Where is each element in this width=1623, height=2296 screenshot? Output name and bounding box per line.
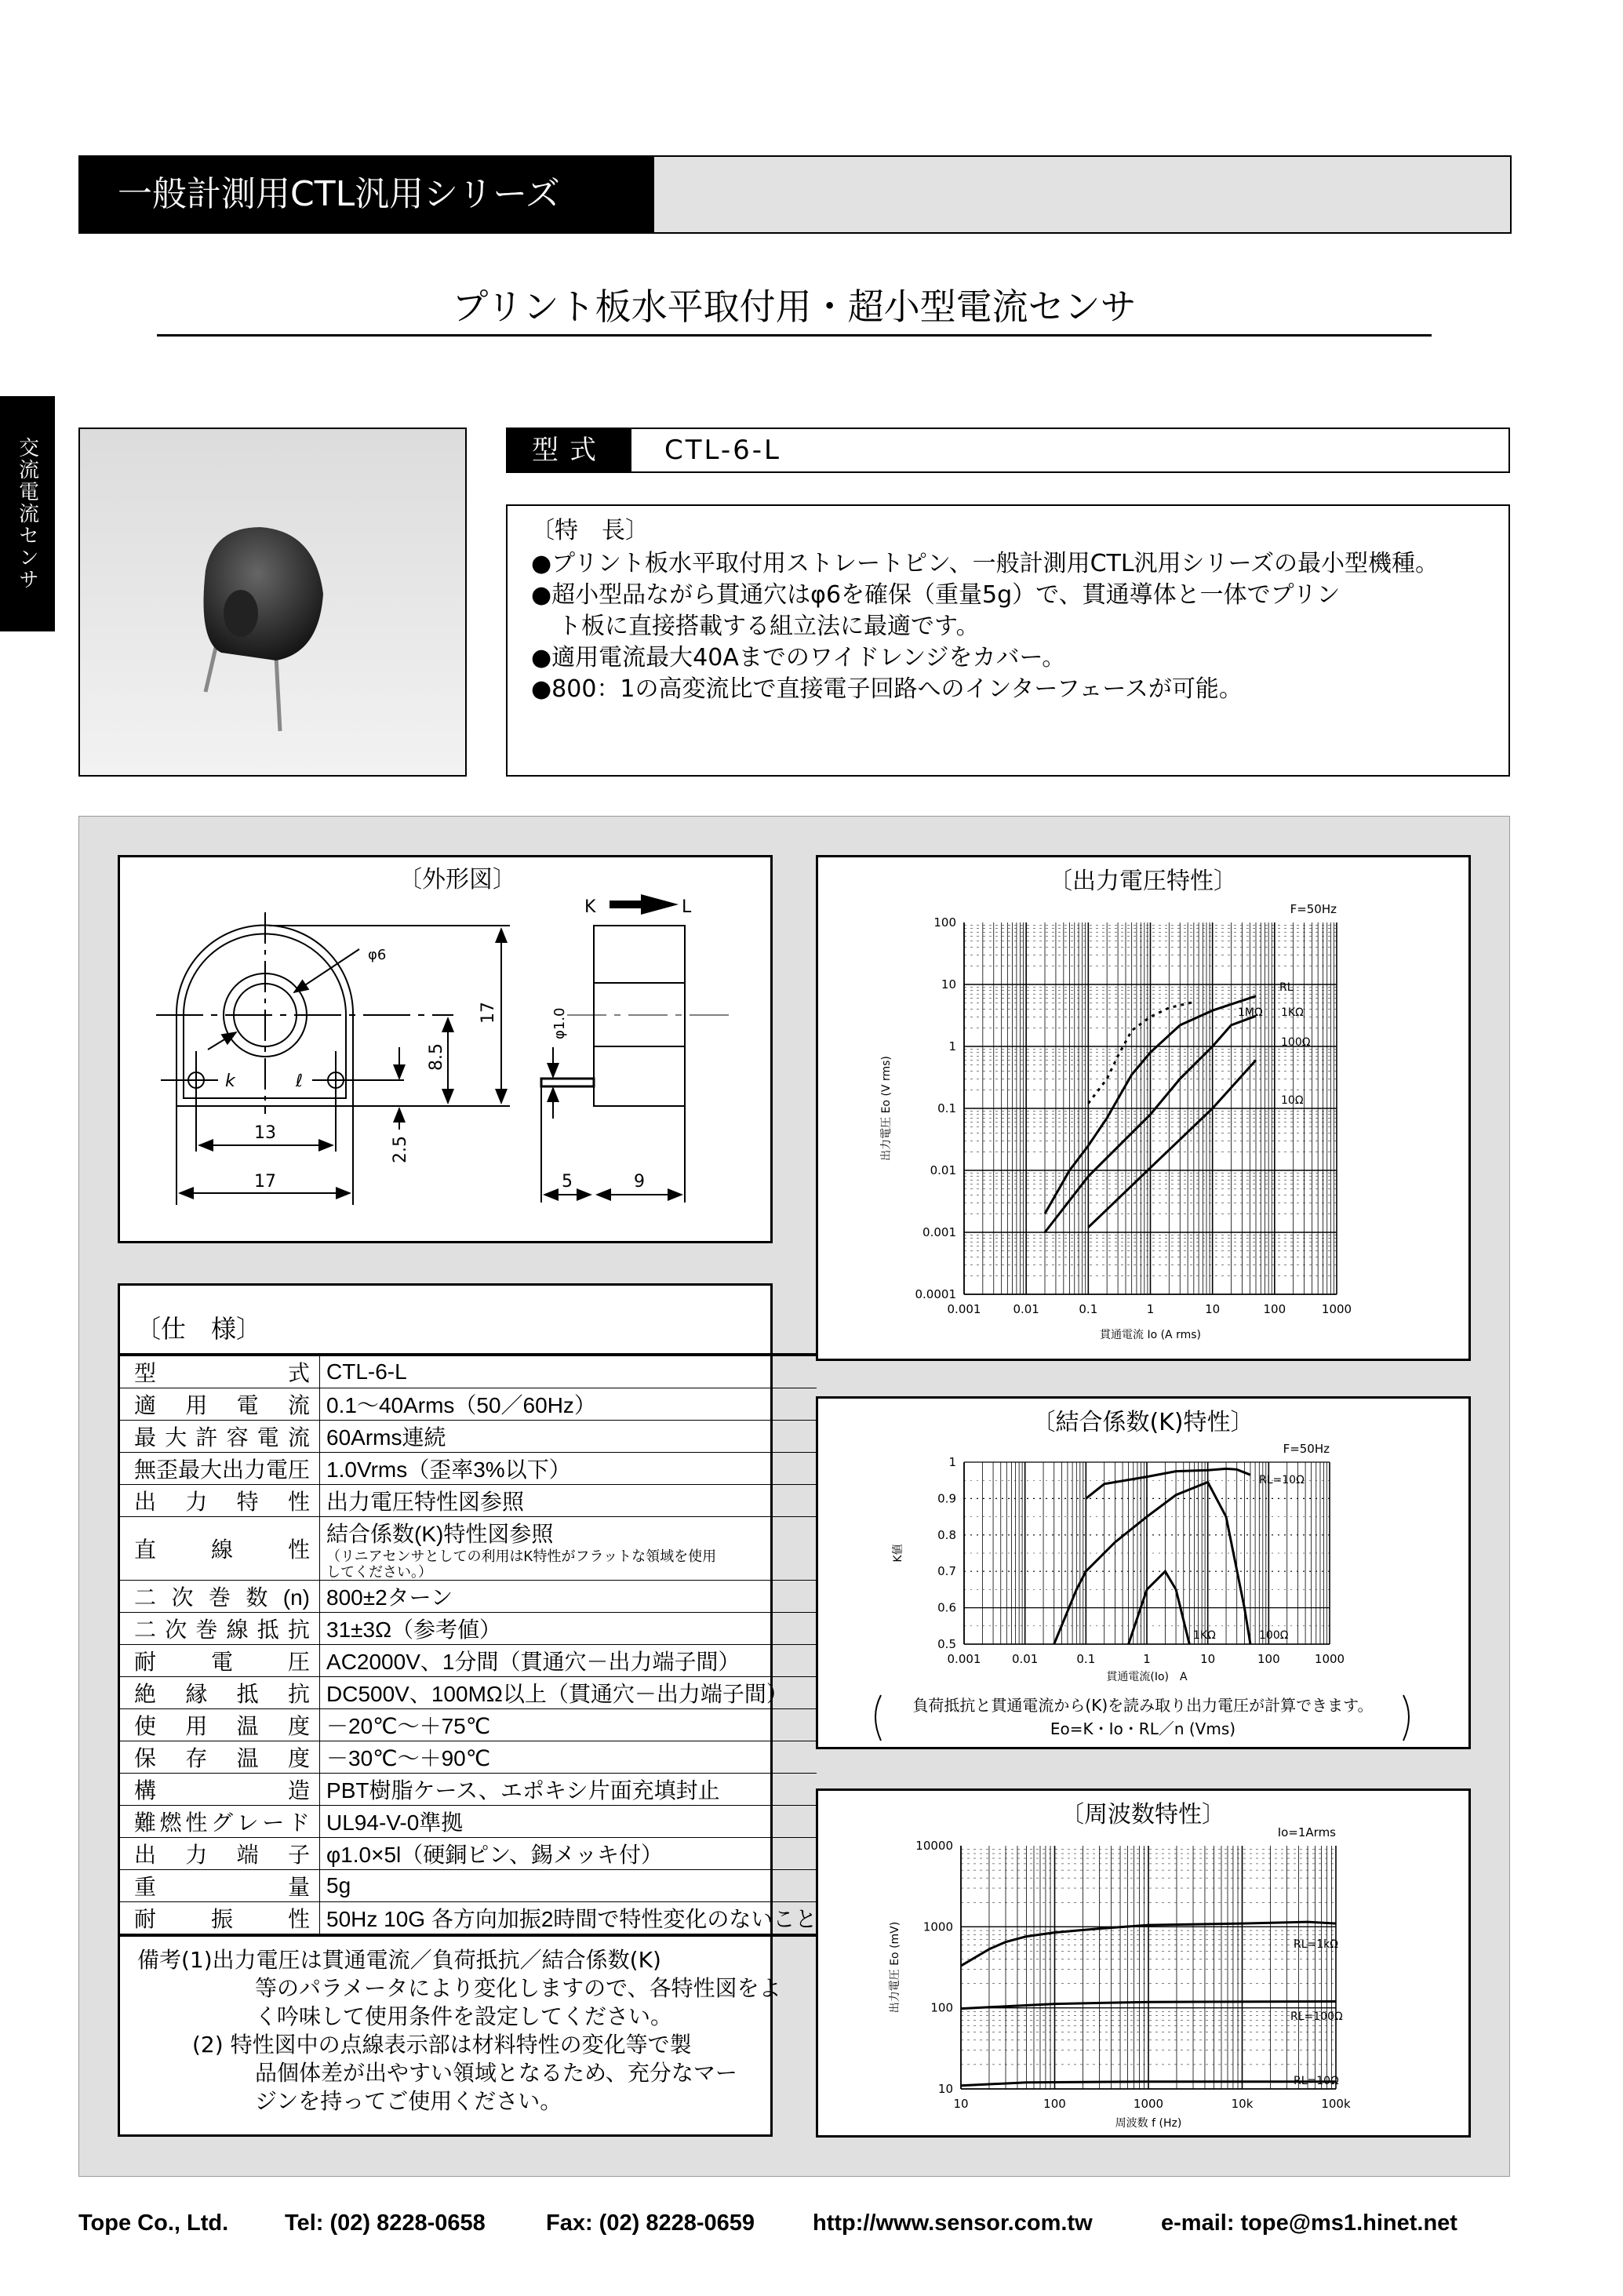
series-title: 一般計測用CTL汎用シリーズ bbox=[80, 157, 654, 232]
bracket-left bbox=[875, 1695, 881, 1741]
series-label: RL=100Ω bbox=[1290, 2010, 1343, 2023]
y-axis-label: 出力電圧 Eo (mV) bbox=[889, 1921, 901, 2014]
y-tick-label: 1000 bbox=[922, 1919, 953, 1934]
y-tick-label: 10 bbox=[941, 977, 956, 992]
y-axis-label: 出力電圧 Eo (V rms) bbox=[880, 1056, 893, 1161]
x-tick-label: 0.1 bbox=[1079, 1302, 1098, 1316]
remarks bbox=[137, 1946, 781, 2116]
x-tick-label: 10 bbox=[953, 2097, 969, 2111]
spec-row bbox=[120, 1355, 817, 1388]
feature-item: ●超小型品ながら貫通穴はφ6を確保（重量5g）で、貫通導体と一体でプリン bbox=[531, 581, 1341, 609]
spec-row bbox=[120, 1741, 817, 1774]
x-tick-label: 1000 bbox=[1133, 2097, 1164, 2111]
subtitle-underline bbox=[157, 334, 1432, 337]
spec-value: 31±3Ω（参考値） bbox=[320, 1613, 817, 1645]
spec-row bbox=[120, 1485, 817, 1517]
model-label: 型式 bbox=[508, 429, 631, 471]
product-photo bbox=[78, 428, 467, 777]
spec-value: －30℃～＋90℃ bbox=[320, 1741, 817, 1774]
x-tick-label: 100 bbox=[1043, 2097, 1066, 2111]
remark-line: ジンを持ってご使用ください。 bbox=[255, 2088, 562, 2114]
spec-table bbox=[120, 1353, 817, 1937]
series-label: 1KΩ bbox=[1281, 1006, 1304, 1019]
y-tick-label: 10000 bbox=[915, 1839, 953, 1853]
x-tick-label: 10 bbox=[1200, 1652, 1216, 1666]
spec-value-main: 結合係数(K)特性図参照 bbox=[326, 1522, 554, 1546]
spec-row bbox=[120, 1421, 817, 1453]
pin-l-label: ℓ bbox=[296, 1072, 304, 1091]
spec-value: 50Hz 10G 各方向加振2時間で特性変化のないこと bbox=[320, 1902, 817, 1936]
spec-value: －20℃～＋75℃ bbox=[320, 1709, 817, 1741]
y-tick-label: 100 bbox=[930, 2000, 953, 2015]
dim-pin: φ1.0 bbox=[551, 1007, 568, 1039]
x-tick-label: 0.01 bbox=[1013, 1302, 1039, 1316]
frequency-chart-box bbox=[816, 1788, 1471, 2138]
feature-item-continued: ト板に直接搭載する組立法に最適です。 bbox=[558, 613, 980, 640]
model-value: CTL-6-L bbox=[664, 435, 781, 466]
k-factor-chart-box bbox=[816, 1396, 1471, 1749]
spec-title: 〔仕 様〕 bbox=[136, 1314, 262, 1344]
x-tick-label: 10 bbox=[1205, 1302, 1221, 1316]
dim-depth: 9 bbox=[634, 1172, 645, 1192]
y-tick-label: 0.001 bbox=[922, 1225, 956, 1239]
dim-width: 17 bbox=[254, 1172, 276, 1192]
spec-label: 使用温度 bbox=[120, 1709, 320, 1741]
spec-row bbox=[120, 1645, 817, 1677]
chart-footnote: 負荷抵抗と貫通電流から(K)を読み取り出力電圧が計算できます。 bbox=[912, 1696, 1374, 1715]
series-label: RL=10Ω bbox=[1294, 2075, 1339, 2087]
x-tick-label: 0.01 bbox=[1011, 1652, 1039, 1666]
spec-row bbox=[120, 1581, 817, 1613]
spec-label: 直線性 bbox=[120, 1517, 320, 1581]
chart-condition-note: Io=1Arms bbox=[1277, 1825, 1336, 1839]
spec-value: φ1.0×5l（硬銅ピン、錫メッキ付） bbox=[320, 1838, 817, 1870]
spec-value bbox=[320, 1517, 817, 1581]
feature-item: ●適用電流最大40Aまでのワイドレンジをカバー。 bbox=[531, 644, 1066, 671]
outline-drawing-box bbox=[118, 855, 773, 1243]
features-title: 〔特 長〕 bbox=[531, 517, 649, 544]
x-tick-label: 0.001 bbox=[947, 1652, 981, 1666]
remark-line: (2) 特性図中の点線表示部は材料特性の変化等で製 bbox=[192, 2032, 692, 2058]
spec-value: PBT樹脂ケース、エポキシ片面充填封止 bbox=[320, 1774, 817, 1806]
series-label: RL=1kΩ bbox=[1294, 1938, 1338, 1951]
y-tick-label: 10 bbox=[937, 2082, 953, 2096]
dim-center: 8.5 bbox=[427, 1043, 446, 1071]
features-box bbox=[506, 504, 1510, 777]
specification-box bbox=[118, 1283, 817, 2137]
spec-label: 出力特性 bbox=[120, 1485, 320, 1517]
x-tick-label: 1 bbox=[1146, 1302, 1155, 1316]
series-header bbox=[78, 155, 1512, 234]
chart-condition-note: F=50Hz bbox=[1283, 1442, 1330, 1456]
spec-row bbox=[120, 1806, 817, 1838]
x-axis-label: 貫通電流 Io (A rms) bbox=[1100, 1329, 1201, 1341]
dim-pin-offset: 2.5 bbox=[391, 1136, 410, 1163]
x-tick-label: 100k bbox=[1321, 2097, 1351, 2111]
x-tick-label: 100 bbox=[1263, 1302, 1286, 1316]
x-tick-label: 100 bbox=[1257, 1652, 1280, 1666]
spec-label: 重量 bbox=[120, 1870, 320, 1902]
series-label: 1MΩ bbox=[1238, 1006, 1263, 1019]
y-tick-label: 0.5 bbox=[937, 1637, 956, 1651]
k-terminal-label: K bbox=[584, 897, 596, 917]
y-tick-label: 0.9 bbox=[937, 1491, 956, 1506]
bracket-right bbox=[1403, 1695, 1409, 1741]
output-voltage-chart-box bbox=[816, 855, 1471, 1361]
series-line bbox=[1088, 1061, 1256, 1228]
series-label: 100Ω bbox=[1281, 1036, 1311, 1049]
spec-label: 二次巻線抵抗 bbox=[120, 1613, 320, 1645]
output-voltage-chart bbox=[818, 857, 1468, 1359]
spec-row bbox=[120, 1838, 817, 1870]
x-tick-label: 0.1 bbox=[1076, 1652, 1096, 1666]
x-tick-label: 1 bbox=[1143, 1652, 1151, 1666]
series-line bbox=[1054, 1483, 1250, 1645]
direction-arrow-icon bbox=[610, 894, 679, 915]
spec-value-note: （リニアセンサとしての利用はK特性がフラットな領域を使用 bbox=[326, 1548, 717, 1564]
remark-line: 品個体差が出やすい領域となるため、充分なマー bbox=[255, 2060, 737, 2086]
spec-label: 型式 bbox=[120, 1355, 320, 1388]
chart-title: 〔周波数特性〕 bbox=[1061, 1801, 1225, 1828]
x-tick-label: 10k bbox=[1231, 2097, 1254, 2111]
spec-label: 構造 bbox=[120, 1774, 320, 1806]
x-axis-label: 貫通電流(Io) A bbox=[1106, 1671, 1188, 1683]
spec-row bbox=[120, 1677, 817, 1709]
frequency-chart bbox=[818, 1791, 1468, 2135]
dim-height: 17 bbox=[479, 1002, 498, 1024]
series-label: 100Ω bbox=[1259, 1629, 1289, 1642]
spec-row bbox=[120, 1453, 817, 1485]
spec-label: 絶縁抵抗 bbox=[120, 1677, 320, 1709]
x-axis-label: 周波数 f (Hz) bbox=[1115, 2117, 1182, 2130]
spec-value: 1.0Vrms（歪率3%以下） bbox=[320, 1453, 817, 1485]
spec-value-note: してください。） bbox=[326, 1564, 433, 1580]
remark-line: く吟味して使用条件を設定してください。 bbox=[255, 2003, 673, 2029]
spec-row bbox=[120, 1709, 817, 1741]
telephone: Tel: (02) 8228-0658 bbox=[285, 2210, 486, 2236]
spec-value: AC2000V、1分間（貫通穴－出力端子間） bbox=[320, 1645, 817, 1677]
spec-value: UL94-V-0準拠 bbox=[320, 1806, 817, 1838]
spec-label: 難燃性グレード bbox=[120, 1806, 320, 1838]
sensor-image bbox=[80, 429, 465, 775]
spec-value: CTL-6-L bbox=[320, 1355, 817, 1388]
spec-label: 出力端子 bbox=[120, 1838, 320, 1870]
y-axis-label: K値 bbox=[892, 1544, 904, 1563]
y-tick-label: 100 bbox=[933, 915, 956, 930]
spec-label: 二次巻数(n) bbox=[120, 1581, 320, 1613]
spec-label: 最大許容電流 bbox=[120, 1421, 320, 1453]
series-label: RL=10Ω bbox=[1259, 1474, 1305, 1486]
y-tick-label: 0.1 bbox=[937, 1101, 956, 1115]
spec-label: 耐電圧 bbox=[120, 1645, 320, 1677]
outline-drawing bbox=[120, 857, 770, 1241]
remark-line: 等のパラメータにより変化しますので、各特性図をよ bbox=[255, 1975, 781, 2001]
spec-value: DC500V、100MΩ以上（貫通穴－出力端子間） bbox=[320, 1677, 817, 1709]
k-factor-chart bbox=[818, 1399, 1468, 1747]
spec-label: 適用電流 bbox=[120, 1388, 320, 1421]
model-box bbox=[506, 428, 1510, 473]
side-category-tab: 交流電流センサ bbox=[0, 396, 55, 631]
l-terminal-label: L bbox=[682, 897, 692, 917]
y-tick-label: 0.01 bbox=[930, 1163, 956, 1177]
spec-label: 耐振性 bbox=[120, 1902, 320, 1936]
feature-item: ●800：1の高変流比で直接電子回路へのインターフェースが可能。 bbox=[531, 675, 1243, 703]
website-link[interactable]: http://www.sensor.com.tw bbox=[813, 2210, 1093, 2236]
y-tick-label: 0.0001 bbox=[915, 1287, 956, 1301]
spec-row bbox=[120, 1517, 817, 1581]
fax: Fax: (02) 8228-0659 bbox=[546, 2210, 755, 2236]
spec-label: 保存温度 bbox=[120, 1741, 320, 1774]
x-tick-label: 0.001 bbox=[947, 1302, 981, 1316]
series-label: 1KΩ bbox=[1193, 1629, 1216, 1642]
spec-value: 60Arms連続 bbox=[320, 1421, 817, 1453]
product-subtitle: プリント板水平取付用・超小型電流センサ bbox=[452, 286, 1137, 328]
chart-condition-note: F=50Hz bbox=[1290, 902, 1337, 916]
y-tick-label: 1 bbox=[948, 1455, 956, 1469]
x-tick-label: 1000 bbox=[1321, 1302, 1352, 1316]
spec-row bbox=[120, 1774, 817, 1806]
x-tick-label: 1000 bbox=[1314, 1652, 1345, 1666]
y-tick-label: 0.8 bbox=[937, 1527, 956, 1542]
spec-row bbox=[120, 1388, 817, 1421]
chart-footnote: Eo=K・Io・RL／n (Vms) bbox=[1050, 1719, 1236, 1738]
spec-row bbox=[120, 1902, 817, 1936]
spec-value: 0.1～40Arms（50／60Hz） bbox=[320, 1388, 817, 1421]
y-tick-label: 1 bbox=[948, 1039, 956, 1053]
spec-row bbox=[120, 1613, 817, 1645]
remark-line: 備考(1)出力電圧は貫通電流／負荷抵抗／結合係数(K) bbox=[137, 1947, 661, 1973]
pin-k-label: k bbox=[225, 1072, 235, 1091]
spec-label: 無歪最大出力電圧 bbox=[120, 1453, 320, 1485]
spec-value: 5g bbox=[320, 1870, 817, 1902]
outline-title: 〔外形図〕 bbox=[398, 866, 516, 893]
chart-title: 〔出力電圧特性〕 bbox=[1049, 868, 1237, 895]
feature-item: ●プリント板水平取付用ストレートピン、一般計測用CTL汎用シリーズの最小型機種。 bbox=[531, 550, 1439, 577]
series-line bbox=[1086, 1468, 1250, 1498]
email-link[interactable]: e-mail: tope@ms1.hinet.net bbox=[1161, 2210, 1457, 2236]
spec-value: 出力電圧特性図参照 bbox=[320, 1485, 817, 1517]
series-label: 10Ω bbox=[1281, 1094, 1304, 1107]
legend-title: RL bbox=[1279, 981, 1294, 994]
spec-row bbox=[120, 1870, 817, 1902]
dim-hole: φ6 bbox=[368, 947, 387, 963]
spec-value: 800±2ターン bbox=[320, 1581, 817, 1613]
y-tick-label: 0.7 bbox=[937, 1564, 956, 1579]
company-name: Tope Co., Ltd. bbox=[78, 2210, 229, 2236]
dim-pitch: 13 bbox=[254, 1123, 276, 1143]
dim-pin-length: 5 bbox=[562, 1172, 573, 1192]
y-tick-label: 0.6 bbox=[937, 1600, 956, 1615]
chart-title: 〔結合係数(K)特性〕 bbox=[1032, 1409, 1254, 1436]
